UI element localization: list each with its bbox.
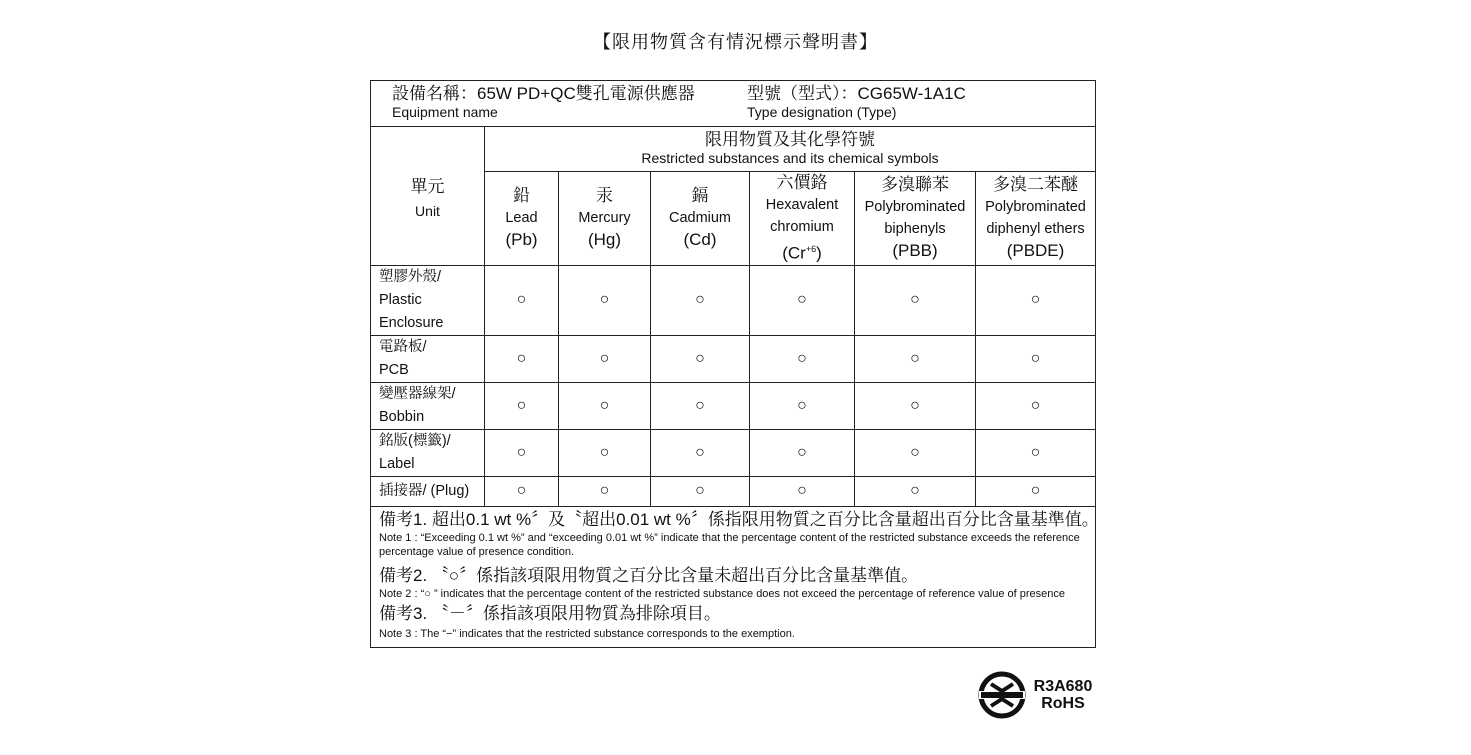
restricted-substances-header <box>485 127 1096 172</box>
row-label-pcb: 電路板/ PCB <box>371 335 485 382</box>
presence-mark: ○ <box>976 265 1096 335</box>
row-label-bobbin: 變壓器線架/ Bobbin <box>371 382 485 429</box>
row-label-plug: 插接器/ (Plug) <box>371 476 485 506</box>
presence-mark: ○ <box>559 335 651 382</box>
table-row <box>371 265 1096 335</box>
presence-mark: ○ <box>559 265 651 335</box>
type-designation-en: Type designation (Type) <box>747 104 897 120</box>
row-label-label: 銘版(標籤)/ Label <box>371 429 485 476</box>
substance-mercury <box>559 172 651 266</box>
presence-mark: ○ <box>559 429 651 476</box>
certification-code: R3A680 <box>1033 678 1093 695</box>
presence-mark: ○ <box>750 429 855 476</box>
presence-mark: ○ <box>485 335 559 382</box>
substance-symbol: (Hg) <box>587 230 622 250</box>
substance-en: Mercury <box>578 210 631 227</box>
substance-zh: 汞 <box>596 186 613 206</box>
presence-mark: ○ <box>750 382 855 429</box>
note-3-en: Note 3 : The “−” indicates that the restricted substance corresponds to the exemption. <box>379 627 795 640</box>
note-2-zh: 備考2. 〝○〞係指該項限用物質之百分比含量未超出百分比含量基準值。 <box>379 565 919 585</box>
presence-mark: ○ <box>976 382 1096 429</box>
unit-en: Unit <box>415 203 440 220</box>
table-row <box>371 429 1096 476</box>
note-1-zh: 備考1. 超出0.1 wt %〞及〝超出0.01 wt %〞係指限用物質之百分比含量超出百分比含量基準值。 <box>379 509 1099 529</box>
type-designation-zh: 型號（型式）：CG65W-1A1C <box>747 84 966 103</box>
presence-mark: ○ <box>485 429 559 476</box>
rohs-logo <box>977 670 1097 720</box>
presence-mark: ○ <box>651 335 750 382</box>
substance-en: Lead <box>505 210 538 227</box>
presence-mark: ○ <box>976 476 1096 506</box>
substance-zh: 鉛 <box>513 186 530 206</box>
presence-mark: ○ <box>559 476 651 506</box>
row-label-plastic-enclosure: 塑膠外殼/ Plastic Enclosure <box>371 265 485 335</box>
substance-symbol: (Pb) <box>505 230 538 250</box>
presence-mark: ○ <box>976 335 1096 382</box>
bsmi-mark-icon <box>977 670 1027 720</box>
equipment-name-en: Equipment name <box>392 104 498 120</box>
page-title: 【限用物質含有情況標示聲明書】 <box>593 32 878 53</box>
presence-mark: ○ <box>976 429 1096 476</box>
presence-mark: ○ <box>750 265 855 335</box>
substance-symbol: $(Cr^{+6})$ <box>782 243 822 263</box>
presence-mark: ○ <box>855 382 976 429</box>
presence-mark: ○ <box>750 476 855 506</box>
substance-en: Cadmium <box>668 210 732 227</box>
unit-zh: 單元 <box>410 177 445 197</box>
table-row <box>371 335 1096 382</box>
substance-pbb <box>855 172 976 266</box>
notes-section <box>371 506 1099 647</box>
presence-mark: ○ <box>651 265 750 335</box>
presence-mark: ○ <box>485 382 559 429</box>
presence-mark: ○ <box>750 335 855 382</box>
presence-mark: ○ <box>485 476 559 506</box>
presence-mark: ○ <box>651 429 750 476</box>
substance-pbde <box>976 172 1096 266</box>
substance-en: Polybrominated diphenyl ethers <box>985 199 1086 238</box>
substance-zh: 多溴聯苯 <box>881 175 949 195</box>
restricted-en: Restricted substances and its chemical symbols <box>641 150 939 166</box>
rohs-label: RoHS <box>1041 695 1085 712</box>
note-1-en: Note 1 : “Exceeding 0.1 wt %” and “exceeding 0.01 wt %” indicate that the percentage content of the restricted substance exceeds the reference percentage value of presence condition. <box>379 531 1080 558</box>
equipment-name-zh: 設備名稱：65W PD+QC雙孔電源供應器 <box>392 84 695 103</box>
substance-zh: 六價鉻 <box>776 173 828 192</box>
declaration-table <box>370 80 1099 648</box>
substance-zh: 多溴二苯醚 <box>993 175 1078 195</box>
presence-mark: ○ <box>855 476 976 506</box>
substance-zh: 鎘 <box>691 186 709 206</box>
presence-mark: ○ <box>855 265 976 335</box>
presence-mark: ○ <box>559 382 651 429</box>
presence-mark: ○ <box>651 476 750 506</box>
table-row <box>371 382 1096 429</box>
substance-en: Polybrominated biphenyls <box>864 199 966 238</box>
note-3-zh: 備考3. 〝－〞係指該項限用物質為排除項目。 <box>379 603 721 623</box>
restricted-zh: 限用物質及其化學符號 <box>705 130 875 149</box>
presence-mark: ○ <box>855 429 976 476</box>
equipment-header <box>371 81 1096 127</box>
table-row <box>371 476 1096 506</box>
substance-symbol: (PBB) <box>892 241 938 261</box>
substance-symbol: (PBDE) <box>1006 241 1065 261</box>
unit-header <box>371 127 485 266</box>
presence-mark: ○ <box>485 265 559 335</box>
substance-cadmium <box>651 172 750 266</box>
substance-lead <box>485 172 559 266</box>
substance-symbol: (Cd) <box>683 230 717 250</box>
presence-mark: ○ <box>855 335 976 382</box>
presence-mark: ○ <box>651 382 750 429</box>
substance-hexavalent-chromium <box>750 172 855 266</box>
note-2-en: Note 2 : “○ ” indicates that the percentage content of the restricted substance does not exceed the percentage of reference value of presence <box>379 587 1066 600</box>
substance-en: Hexavalent chromium <box>765 197 839 235</box>
